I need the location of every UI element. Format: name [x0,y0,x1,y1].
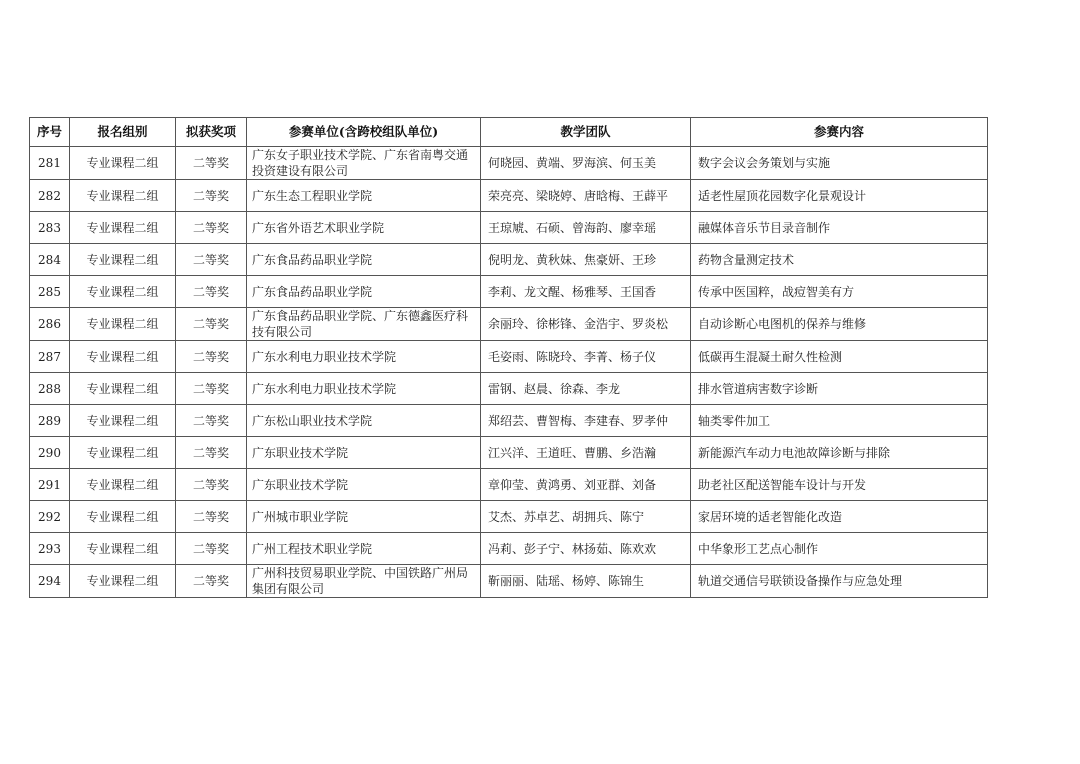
cell-unit: 广东松山职业技术学院 [247,405,481,437]
header-award: 拟获奖项 [176,118,247,147]
cell-content: 家居环境的适老智能化改造 [691,501,988,533]
cell-team: 郑绍芸、曹智梅、李建春、罗孝仲 [481,405,691,437]
cell-group: 专业课程二组 [70,565,176,598]
table-row [30,276,988,308]
award-table [29,117,988,598]
cell-content: 传承中医国粹，战痘智美有方 [691,276,988,308]
table-row [30,469,988,501]
cell-unit: 广东女子职业技术学院、广东省南粤交通投资建设有限公司 [247,147,481,180]
header-group: 报名组别 [70,118,176,147]
table-row [30,180,988,212]
cell-team: 雷钢、赵晨、徐森、李龙 [481,373,691,405]
cell-group: 专业课程二组 [70,180,176,212]
cell-index: 287 [30,341,70,373]
table-row [30,341,988,373]
cell-index: 292 [30,501,70,533]
cell-team: 倪明龙、黄秋妹、焦豪妍、王珍 [481,244,691,276]
table-body [30,147,988,598]
cell-group: 专业课程二组 [70,469,176,501]
cell-award: 二等奖 [176,308,247,341]
header-index: 序号 [30,118,70,147]
cell-content: 适老性屋顶花园数字化景观设计 [691,180,988,212]
cell-team: 李莉、龙文醒、杨雅琴、王国香 [481,276,691,308]
cell-award: 二等奖 [176,341,247,373]
cell-award: 二等奖 [176,373,247,405]
cell-index: 290 [30,437,70,469]
cell-unit: 广东职业技术学院 [247,469,481,501]
cell-index: 281 [30,147,70,180]
cell-content: 中华象形工艺点心制作 [691,533,988,565]
cell-index: 283 [30,212,70,244]
cell-index: 291 [30,469,70,501]
cell-award: 二等奖 [176,437,247,469]
table-row [30,373,988,405]
table-header [30,118,988,147]
cell-content: 轴类零件加工 [691,405,988,437]
cell-team: 章仰莹、黄鸿勇、刘亚群、刘备 [481,469,691,501]
cell-unit: 广州工程技术职业学院 [247,533,481,565]
cell-unit: 广东职业技术学院 [247,437,481,469]
cell-index: 282 [30,180,70,212]
cell-group: 专业课程二组 [70,276,176,308]
header-unit: 参赛单位(含跨校组队单位) [247,118,481,147]
cell-team: 余丽玲、徐彬锋、金浩宇、罗炎松 [481,308,691,341]
cell-group: 专业课程二组 [70,533,176,565]
cell-content: 低碳再生混凝土耐久性检测 [691,341,988,373]
cell-award: 二等奖 [176,501,247,533]
cell-index: 286 [30,308,70,341]
cell-award: 二等奖 [176,565,247,598]
cell-unit: 广州科技贸易职业学院、中国铁路广州局集团有限公司 [247,565,481,598]
award-list-sheet [29,117,987,598]
cell-team: 靳丽丽、陆瑶、杨婷、陈锦生 [481,565,691,598]
table-row [30,244,988,276]
table-row [30,565,988,598]
cell-unit: 广东水利电力职业技术学院 [247,373,481,405]
table-row [30,405,988,437]
cell-group: 专业课程二组 [70,212,176,244]
cell-content: 轨道交通信号联锁设备操作与应急处理 [691,565,988,598]
table-row [30,212,988,244]
cell-award: 二等奖 [176,276,247,308]
table-row [30,501,988,533]
cell-award: 二等奖 [176,147,247,180]
cell-team: 艾杰、苏卓艺、胡拥兵、陈宁 [481,501,691,533]
cell-unit: 广东水利电力职业技术学院 [247,341,481,373]
cell-content: 药物含量测定技术 [691,244,988,276]
cell-group: 专业课程二组 [70,147,176,180]
table-row [30,533,988,565]
cell-team: 何晓园、黄端、罗海滨、何玉美 [481,147,691,180]
cell-group: 专业课程二组 [70,308,176,341]
cell-index: 284 [30,244,70,276]
table-row [30,147,988,180]
cell-award: 二等奖 [176,533,247,565]
cell-index: 285 [30,276,70,308]
cell-award: 二等奖 [176,469,247,501]
cell-group: 专业课程二组 [70,437,176,469]
cell-team: 江兴洋、王道旺、曹鹏、乡浩瀚 [481,437,691,469]
header-team: 教学团队 [481,118,691,147]
cell-group: 专业课程二组 [70,405,176,437]
table-row [30,308,988,341]
cell-content: 融媒体音乐节目录音制作 [691,212,988,244]
cell-content: 数字会议会务策划与实施 [691,147,988,180]
cell-content: 自动诊断心电图机的保养与维修 [691,308,988,341]
cell-index: 293 [30,533,70,565]
cell-award: 二等奖 [176,405,247,437]
header-row [30,118,988,147]
cell-unit: 广东省外语艺术职业学院 [247,212,481,244]
cell-content: 排水管道病害数字诊断 [691,373,988,405]
cell-group: 专业课程二组 [70,501,176,533]
cell-award: 二等奖 [176,180,247,212]
cell-group: 专业课程二组 [70,244,176,276]
cell-content: 新能源汽车动力电池故障诊断与排除 [691,437,988,469]
cell-team: 冯莉、彭子宁、林扬茹、陈欢欢 [481,533,691,565]
cell-team: 荣亮亮、梁晓婷、唐晗梅、王薜平 [481,180,691,212]
cell-team: 毛姿雨、陈晓玲、李菁、杨子仪 [481,341,691,373]
cell-unit: 广东食品药品职业学院 [247,244,481,276]
cell-unit: 广东生态工程职业学院 [247,180,481,212]
cell-unit: 广东食品药品职业学院 [247,276,481,308]
header-content: 参赛内容 [691,118,988,147]
cell-index: 289 [30,405,70,437]
cell-unit: 广州城市职业学院 [247,501,481,533]
cell-award: 二等奖 [176,212,247,244]
cell-content: 助老社区配送智能车设计与开发 [691,469,988,501]
cell-unit: 广东食品药品职业学院、广东德鑫医疗科技有限公司 [247,308,481,341]
cell-index: 288 [30,373,70,405]
cell-index: 294 [30,565,70,598]
cell-group: 专业课程二组 [70,341,176,373]
table-row [30,437,988,469]
cell-group: 专业课程二组 [70,373,176,405]
cell-team: 王琼虓、石硕、曾海韵、廖幸瑶 [481,212,691,244]
cell-award: 二等奖 [176,244,247,276]
